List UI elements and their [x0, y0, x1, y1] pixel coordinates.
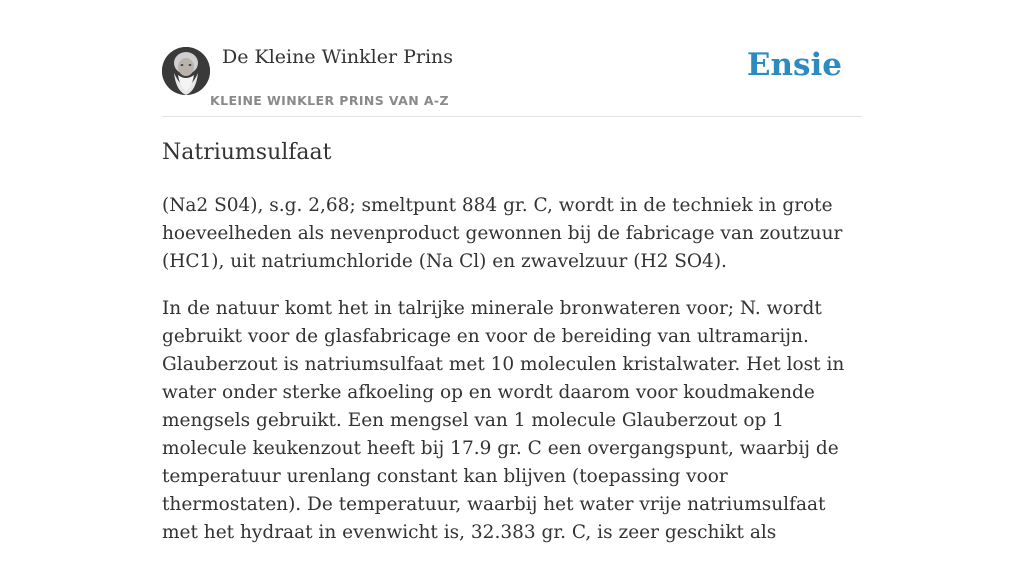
brand-logo[interactable]: Ensie — [746, 47, 842, 83]
article-body — [162, 192, 862, 566]
article-paragraph: (Na2 S04), s.g. 2,68; smeltpunt 884 gr. C, wordt in de techniek in grote hoeveelheden als nevenproduct gewonnen bij de fabricage van zoutzuur (HC1), uit natriumchloride (Na Cl) en zwavelzuur (H2 SO4). — [162, 195, 843, 272]
article-paragraph: In de natuur komt het in talrijke minerale bronwateren voor; N. wordt gebruikt voor de glasfabricage en voor de bereiding van ultramarijn. Glauberzout is natriumsulfaat met 10 moleculen kristalwater. Het lost in water onder sterke afkoeling op en wordt daarom voor koudmakende mengsels gebruikt. Een mengsel van 1 molecule Glauberzout op 1 molecule keukenzout heeft bij 17.9 gr. C een overgangspunt, waarbij de temperatuur urenlang constant kan blijven (toepassing voor thermostaten). De temperatuur, waarbij het water vrije natriumsulfaat met het hydraat in evenwicht is, 32.383 gr. C, is zeer geschikt als — [162, 298, 845, 543]
author-avatar[interactable] — [162, 47, 210, 95]
collection-label[interactable]: KLEINE WINKLER PRINS VAN A-Z — [210, 93, 449, 108]
portrait-icon — [162, 47, 210, 95]
author-name-link[interactable]: De Kleine Winkler Prins — [222, 46, 454, 68]
site-header — [162, 0, 862, 117]
article-title: Natriumsulfaat — [162, 140, 332, 165]
